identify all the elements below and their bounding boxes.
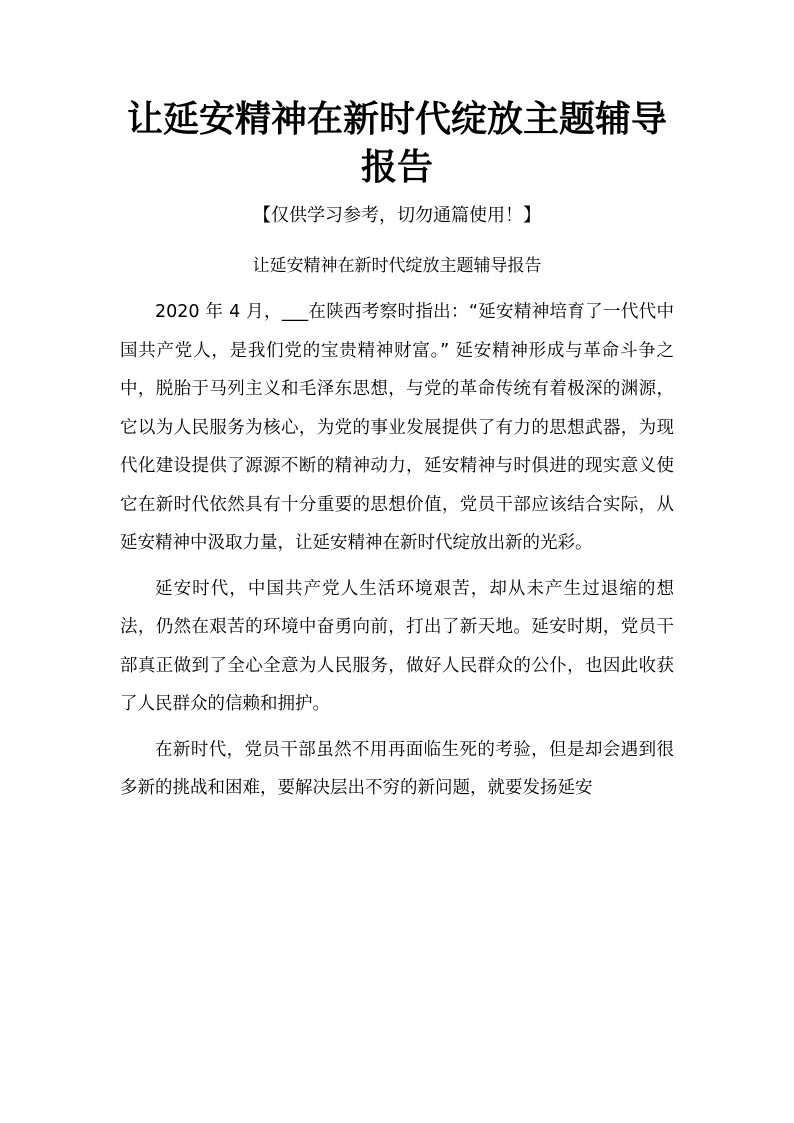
body-paragraph: 2020 年 4 月，___在陕西考察时指出：“延安精神培育了一代代中国共产党人，是我们党的宝贵精神财富。” 延安精神形成与革命斗争之中，脱胎于马列主义和毛泽东思想，与党的革命传统有着极深的渊源，它以为人民服务为核心，为党的事业发展提供了有力的思想武器，为现代化建设提供了源源不断的精神动力，延安精神与时俱进的现实意义使它在新时代依然具有十分重要的思想价值，党员干部应该结合实际，从延安精神中汲取力量，让延安精神在新时代绽放出新的光彩。 bbox=[120, 302, 674, 553]
body-paragraph: 延安时代，中国共产党人生活环境艰苦，却从未产生过退缩的想法，仍然在艰苦的环境中奋勇向前，打出了新天地。延安时期，党员干部真正做到了全心全意为人民服务，做好人民群众的公仆，也因此收获了人民群众的信赖和拥护。 bbox=[120, 578, 674, 714]
document-body bbox=[120, 293, 674, 808]
document-subtitle: 让延安精神在新时代绽放主题辅导报告 bbox=[252, 256, 542, 276]
usage-notice: 【仅供学习参考，切勿通篇使用！】 bbox=[253, 205, 541, 226]
body-paragraph: 在新时代，党员干部虽然不用再面临生死的考验，但是却会遇到很多新的挑战和困难，要解决层出不穷的新问题，就要发扬延安 bbox=[120, 739, 674, 798]
document-title: 让延安精神在新时代绽放主题辅导报告 bbox=[126, 99, 667, 188]
